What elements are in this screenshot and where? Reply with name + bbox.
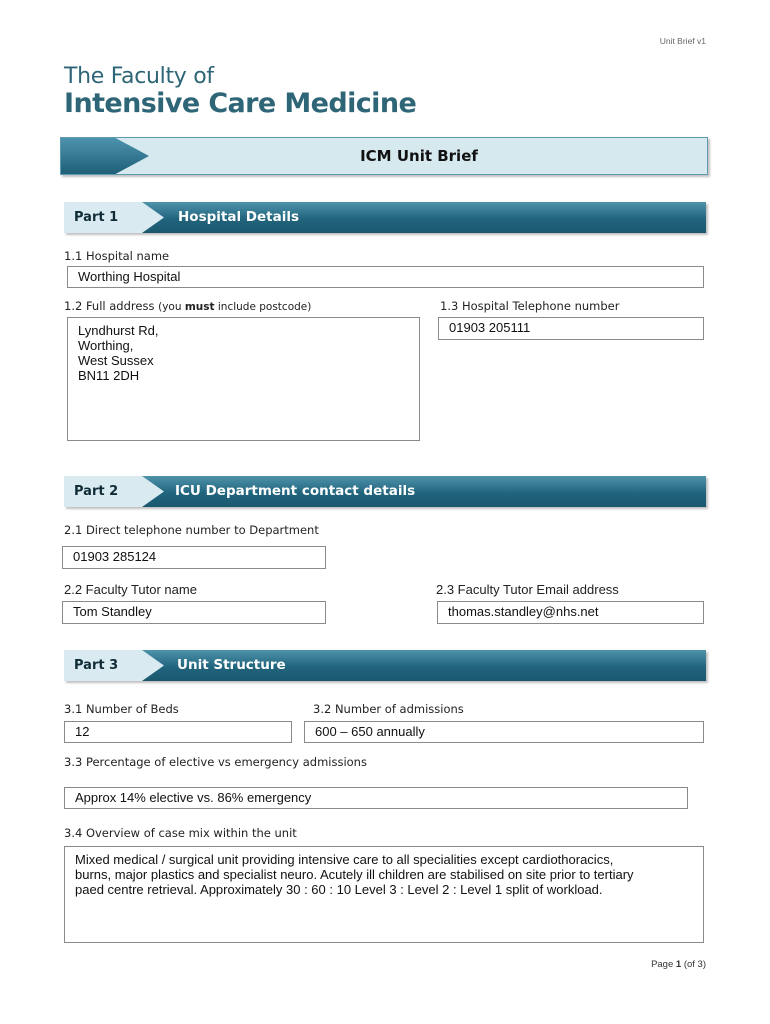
address-label-note-close: include postcode): [214, 301, 312, 313]
tutor-name-field[interactable]: Tom Standley: [62, 601, 326, 624]
hospital-name-field[interactable]: Worthing Hospital: [67, 266, 704, 288]
address-line: Lyndhurst Rd,: [78, 323, 159, 338]
hospital-phone-label: 1.3 Hospital Telephone number: [440, 299, 620, 313]
hospital-name-label: 1.1 Hospital name: [64, 249, 170, 263]
part-1-tab-label: Part 1: [74, 210, 119, 225]
tutor-name-label: 2.2 Faculty Tutor name: [64, 582, 197, 597]
part-2-banner: [64, 476, 706, 507]
part-1-banner: [64, 202, 706, 233]
document-title: ICM Unit Brief: [360, 147, 478, 165]
percentage-field[interactable]: Approx 14% elective vs. 86% emergency: [64, 787, 688, 809]
page-number: [560, 959, 706, 970]
address-label-text: 1.2 Full address: [64, 299, 159, 313]
address-line: West Sussex: [78, 353, 154, 368]
part-3-tab-label: Part 3: [74, 658, 119, 673]
address-field[interactable]: [67, 317, 420, 441]
logo-line-1: The Faculty of: [64, 64, 214, 89]
casemix-field[interactable]: [64, 846, 704, 943]
tutor-email-field[interactable]: thomas.standley@nhs.net: [437, 601, 704, 624]
direct-phone-label: 2.1 Direct telephone number to Department: [64, 523, 319, 537]
document-title-banner: [60, 137, 708, 175]
casemix-line: burns, major plastics and specialist neuro. Acutely ill children are stabilised on site prior to tertiary: [75, 867, 634, 882]
address-line: BN11 2DH: [78, 368, 140, 383]
percentage-label: 3.3 Percentage of elective vs emergency admissions: [64, 755, 367, 769]
part-3-title: Unit Structure: [177, 657, 286, 673]
tutor-email-label: 2.3 Faculty Tutor Email address: [436, 582, 619, 597]
page-number-value: 1: [675, 959, 682, 970]
address-label-note-open: (you: [158, 301, 185, 313]
address-line: Worthing,: [78, 338, 134, 353]
beds-label: 3.1 Number of Beds: [64, 702, 179, 716]
logo-line-2: Intensive Care Medicine: [64, 88, 417, 119]
part-2-title: ICU Department contact details: [175, 483, 416, 499]
casemix-label: 3.4 Overview of case mix within the unit: [64, 826, 297, 840]
version-label: Unit Brief v1: [659, 36, 706, 46]
page-prefix: Page: [651, 959, 676, 970]
part-3-banner: [64, 650, 706, 681]
admissions-field[interactable]: 600 – 650 annually: [304, 721, 704, 743]
admissions-label: 3.2 Number of admissions: [313, 702, 464, 716]
beds-field[interactable]: 12: [64, 721, 292, 743]
hospital-phone-field[interactable]: 01903 205111: [438, 317, 704, 340]
direct-phone-field[interactable]: 01903 285124: [62, 546, 326, 569]
casemix-line: paed centre retrieval. Approximately 30 : 60 : 10 Level 3 : Level 2 : Level 1 split of workload.: [75, 882, 603, 897]
part-2-tab-label: Part 2: [74, 484, 119, 499]
part-1-title: Hospital Details: [178, 209, 300, 225]
address-label-must: must: [184, 301, 215, 313]
casemix-line: Mixed medical / surgical unit providing intensive care to all specialities except cardiothoracics,: [75, 852, 614, 867]
address-label: [64, 299, 311, 313]
page-suffix: (of 3): [681, 959, 706, 970]
